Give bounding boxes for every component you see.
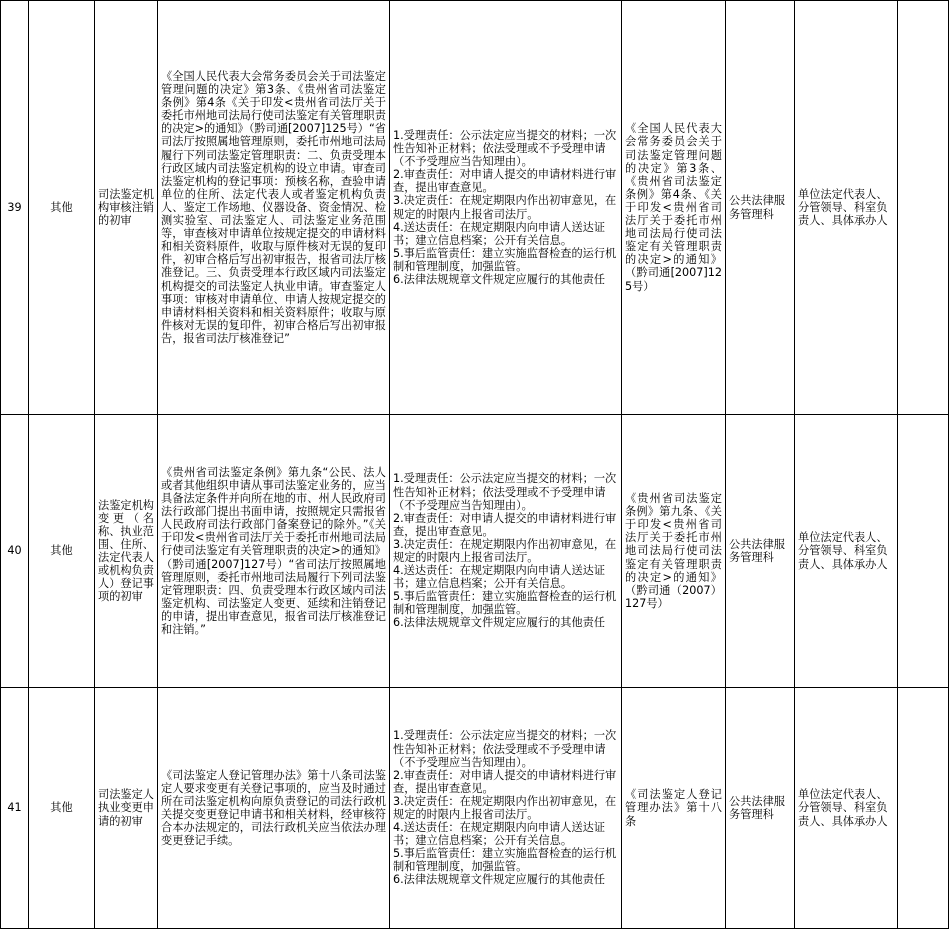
legal-basis: 《司法鉴定人登记管理办法》第十八条司法鉴定人要求变更有关登记事项的，应当及时通过所在司法鉴定机构向原负责登记的司法行政机关提交变更登记申请书和相关材料，经审核符合本办法规定的，司法行政机关应当依法办理变更登记手续。 bbox=[158, 688, 390, 929]
row-number: 41 bbox=[1, 688, 29, 929]
responsibility-item: 6.法律法规规章文件规定应履行的其他责任 bbox=[393, 873, 606, 887]
responsibility-item: 2.审查责任：对申请人提交的申请材料进行审查，提出审查意见。 bbox=[393, 168, 617, 195]
responsible-persons: 单位法定代表人、分管领导、科室负责人、具体承办人 bbox=[795, 1, 898, 415]
responsible-persons: 单位法定代表人、分管领导、科室负责人、具体承办人 bbox=[795, 415, 898, 688]
responsibility-item: 4.送达责任：在规定期限内向申请人送达证书；建立信息档案；公开有关信息。 bbox=[393, 564, 606, 591]
responsible-persons: 单位法定代表人、分管领导、科室负责人、具体承办人 bbox=[795, 688, 898, 929]
responsibility-item: 5.事后监管责任：建立实施监督检查的运行机制和管理制度，加强监管。 bbox=[393, 246, 617, 273]
responsibility-item: 2.审查责任：对申请人提交的申请材料进行审查，提出审查意见。 bbox=[393, 768, 617, 795]
row-number: 40 bbox=[1, 415, 29, 688]
responsibility-item: 5.事后监管责任：建立实施监督检查的运行机制和管理制度，加强监管。 bbox=[393, 847, 617, 874]
responsibility-item: 1.受理责任：公示法定应当提交的材料；一次性告知补正材料；依法受理或不予受理申请（不予受理应当告知理由）。 bbox=[393, 729, 617, 769]
responsibility-item: 2.审查责任：对申请人提交的申请材料进行审查，提出审查意见。 bbox=[393, 511, 617, 538]
responsibility-item: 1.受理责任：公示法定应当提交的材料；一次性告知补正材料；依法受理或不予受理申请（不予受理应当告知理由）。 bbox=[393, 128, 617, 169]
remarks bbox=[898, 688, 949, 929]
responsibility-item: 3.决定责任：在规定期限内作出初审意见，在规定的时限内上报省司法厅。 bbox=[393, 194, 617, 221]
item-name: 司法鉴定人执业变更申请的初审 bbox=[95, 688, 158, 929]
responsibility-list bbox=[390, 415, 622, 688]
table-row bbox=[1, 415, 949, 688]
responsibility-list bbox=[390, 1, 622, 415]
responsibility-item: 6.法律法规规章文件规定应履行的其他责任 bbox=[393, 616, 606, 630]
responsibility-item: 5.事后监管责任：建立实施监督检查的运行机制和管理制度，加强监管。 bbox=[393, 590, 617, 617]
responsibility-item: 6.法律法规规章文件规定应履行的其他责任 bbox=[393, 272, 606, 286]
responsibility-basis: 《全国人民代表大会常务委员会关于司法鉴定管理问题的决定》第3条、《贵州省司法鉴定条例》第4条、《关于印发<贵州省司法厅关于委托市州地司法局行使司法鉴定有关管理职责的决定>的通知》（黔司通[2007]125号） bbox=[622, 1, 726, 415]
responsibility-item: 4.送达责任：在规定期限内向申请人送达证书；建立信息档案；公开有关信息。 bbox=[393, 821, 606, 848]
remarks bbox=[898, 1, 949, 415]
responsibility-list bbox=[390, 688, 622, 929]
responsibility-basis: 《司法鉴定人登记管理办法》第十八条 bbox=[622, 688, 726, 929]
responsibility-item: 1.受理责任：公示法定应当提交的材料；一次性告知补正材料；依法受理或不予受理申请（不予受理应当告知理由）。 bbox=[393, 472, 617, 512]
responsibility-basis: 《贵州省司法鉴定条例》第九条、《关于印发<贵州省司法厅关于委托市州地司法局行使司法鉴定有关管理职责的决定>的通知》（黔司通（2007）127号） bbox=[622, 415, 726, 688]
item-category: 其他 bbox=[29, 1, 95, 415]
responsibility-item: 3.决定责任：在规定期限内作出初审意见，在规定的时限内上报省司法厅。 bbox=[393, 794, 617, 821]
legal-basis: 《贵州省司法鉴定条例》第九条“公民、法人或者其他组织申请从事司法鉴定业务的，应当具备法定条件并向所在地的市、州人民政府司法行政部门提出书面申请，按照规定只需报省人民政府司法行政部门备案登记的除外。”《关于印发<贵州省司法厅关于委托市州地司法局行使司法鉴定有关管理职责的决定>的通知》（黔司通[2007]127号）“省司法厅按照属地管理原则，委托市州地司法局履行下列司法鉴定管理职责：四、负责受理本行政区域内司法鉴定机构、司法鉴定人变更、延续和注销登记的申请，提出审查意见，报省司法厅核准登记和注销。” bbox=[158, 415, 390, 688]
remarks bbox=[898, 415, 949, 688]
item-name: 司法鉴定机构审核注销的初审 bbox=[95, 1, 158, 415]
implementing-department: 公共法律服务管理科 bbox=[726, 1, 795, 415]
item-category: 其他 bbox=[29, 688, 95, 929]
implementing-department: 公共法律服务管理科 bbox=[726, 688, 795, 929]
implementing-department: 公共法律服务管理科 bbox=[726, 415, 795, 688]
responsibility-item: 3.决定责任：在规定期限内作出初审意见，在规定的时限内上报省司法厅。 bbox=[393, 537, 617, 564]
table-row bbox=[1, 1, 949, 415]
item-category: 其他 bbox=[29, 415, 95, 688]
legal-basis: 《全国人民代表大会常务委员会关于司法鉴定管理问题的决定》第3条、《贵州省司法鉴定条例》第4条《关于印发<贵州省司法厅关于委托市州地司法局行使司法鉴定有关管理职责的决定>的通知》（黔司通[2007]125号）“省司法厅按照属地管理原则，委托市州地司法局履行下列司法鉴定管理职责：二、负责受理本行政区域内司法鉴定机构的设立申请。审查司法鉴定机构的登记事项：预核名称，查验申请单位的住所、法定代表人或者鉴定机构负责人、鉴定工作场地、仪器设备、资金情况、检测实验室、司法鉴定人、司法鉴定业务范围等，审查核对申请单位按规定提交的申请材料和相关资料原件，收取与原件核对无误的复印件，初审合格后写出初审报告，报省司法厅核准登记。三、负责受理本行政区域内司法鉴定机构提交的司法鉴定人执业申请。审查鉴定人事项：审核对申请单位、申请人按规定提交的申请材料相关资料和相关资料原件；收取与原件核对无误的复印件，初审合格后写出初审报告，报省司法厅核准登记” bbox=[158, 1, 390, 415]
responsibility-item: 4.送达责任：在规定期限内向申请人送达证书；建立信息档案；公开有关信息。 bbox=[393, 220, 606, 247]
row-number: 39 bbox=[1, 1, 29, 415]
item-name: 法鉴定机构变更（名称、执业范围、住所、法定代表人或机构负责人）登记事项的初审 bbox=[95, 415, 158, 688]
table-row bbox=[1, 688, 949, 929]
